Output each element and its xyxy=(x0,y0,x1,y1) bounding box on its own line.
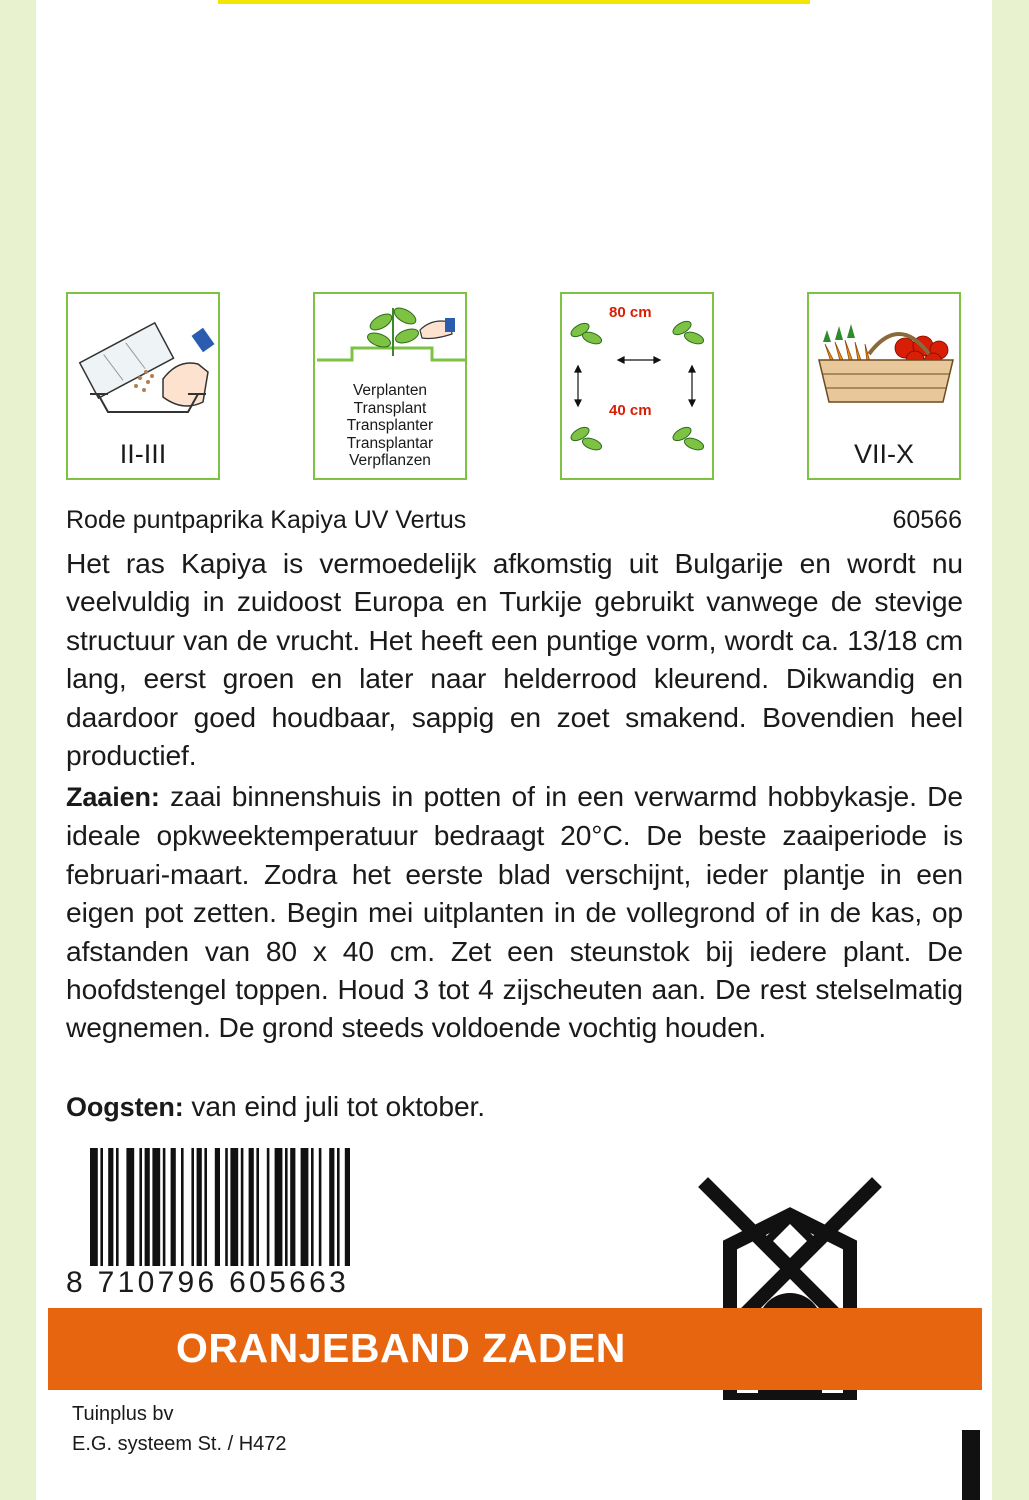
harvest-heading: Oogsten: xyxy=(66,1092,184,1122)
sowing-instructions xyxy=(66,777,963,1047)
transplant-icon-box xyxy=(313,292,467,480)
transplant-line: Verplanten xyxy=(352,382,428,399)
transplant-line: Verpflanzen xyxy=(349,452,431,469)
harvest-icon-box xyxy=(807,292,961,480)
harvest-instructions xyxy=(66,1087,963,1126)
transplant-text-block xyxy=(315,382,465,470)
product-code: 60566 xyxy=(892,506,962,534)
product-title-row xyxy=(66,506,962,542)
product-title: Rode puntpaprika Kapiya UV Vertus xyxy=(66,506,467,534)
harvest-period-label: VII-X xyxy=(853,439,914,469)
harvest-text: van eind juli tot oktober. xyxy=(183,1090,485,1122)
plant-spacing-icon xyxy=(562,294,716,482)
transplant-line: Transplantar xyxy=(346,434,434,452)
registration-info: E.G. systeem St. / H472 xyxy=(72,1433,287,1455)
spacing-icon-box xyxy=(560,292,714,480)
sowing-icon-box xyxy=(66,292,220,480)
row-distance-label: 80 cm xyxy=(609,304,652,321)
barcode-digits: 8 710796 605663 xyxy=(66,1266,355,1300)
sowing-period-label: II-III xyxy=(119,439,167,469)
top-yellow-strip xyxy=(218,0,810,4)
product-description: Het ras Kapiya is vermoedelijk afkomstig uit Bulgarije en wordt nu veelvuldig in zuidoost Europa en Turkije gebruikt vanwege de stevige structuur van de vrucht. Het heeft een puntige vorm, wordt ca. 13/18 cm lang, eerst groen en later naar helderrood kleurend. Dikwandig en daardoor goed houdbaar, sappig en zoet smakend. Bovendien heel productief. xyxy=(66,547,963,772)
brand-name: ORANJEBAND ZADEN xyxy=(176,1325,626,1371)
sowing-text: zaai binnenshuis in potten of in een verwarmd hobbykasje. De ideale opkweektemperatuur bedraagt 20°C. De beste zaaiperiode is februari-maart. Zodra het eerste blad verschijnt, ieder plantje in een eigen pot zetten. Begin mei uitplanten in de vollegrond of in de kas, op afstanden van 80 x 40 cm. Zet een steunstok bij iedere plant. De hoofdstengel toppen. Houd 3 tot 4 zijscheuten aan. De rest stelselmatig wegnemen. De grond steeds voldoende vochtig houden. xyxy=(66,780,963,1044)
transplant-line: Transplanter xyxy=(346,417,434,434)
plant-distance-label: 40 cm xyxy=(609,402,652,419)
right-black-bar xyxy=(962,1430,980,1500)
sowing-heading: Zaaien: xyxy=(66,782,160,812)
transplant-line: Transplant xyxy=(353,399,427,417)
company-name: Tuinplus bv xyxy=(72,1403,174,1425)
